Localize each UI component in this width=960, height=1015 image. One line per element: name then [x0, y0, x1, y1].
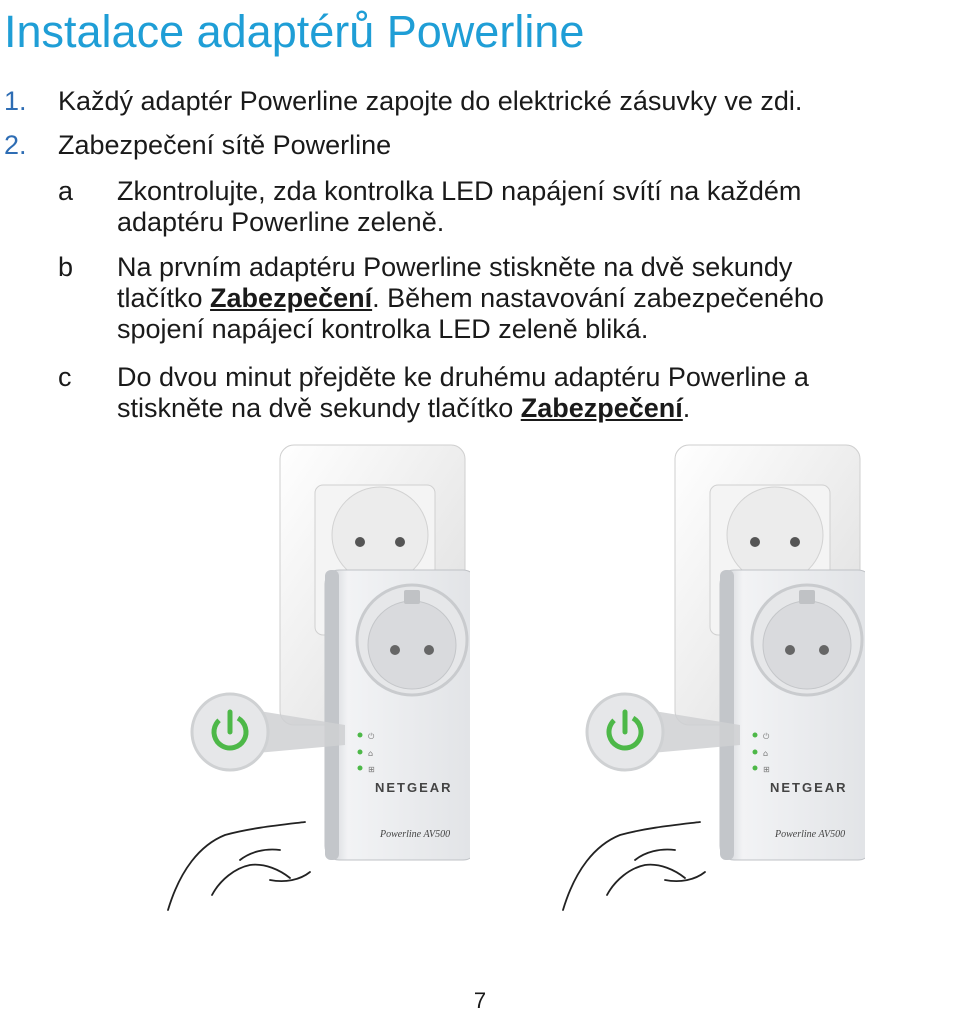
- svg-text:⊞: ⊞: [368, 765, 375, 774]
- pairing-led: [358, 750, 363, 755]
- power-led: [753, 733, 758, 738]
- pointing-hand: [168, 822, 310, 910]
- substep-text: Do dvou minut přejděte ke druhému adaptéru Powerline a stiskněte na dvě sekundy tlačítko Zabezpečení.: [117, 362, 809, 423]
- page-title: Instalace adaptérů Powerline: [4, 6, 585, 57]
- substep-letter: b: [58, 252, 74, 282]
- adapter-socket: [763, 601, 851, 689]
- model-label: Powerline AV500: [775, 829, 846, 840]
- adapter-illustration-left: [140, 440, 470, 920]
- svg-text:⏻: ⏻: [368, 732, 375, 741]
- power-led: [358, 733, 363, 738]
- wall-socket: [332, 487, 428, 583]
- substep-text: Na prvním adaptéru Powerline stiskněte na dvě sekundy tlačítko Zabezpečení. Během nastavování zabezpečeného spojení napájecí kontrolka LED zeleně bliká.: [117, 252, 824, 344]
- brand-logo: NETGEAR: [770, 780, 848, 795]
- step-text: Každý adaptér Powerline zapojte do elektrické zásuvky ve zdi.: [58, 86, 803, 116]
- svg-text:⏻: ⏻: [763, 732, 770, 741]
- step-number: 2.: [4, 130, 27, 160]
- brand-logo: NETGEAR: [375, 780, 453, 795]
- model-label: Powerline AV500: [380, 829, 451, 840]
- adapter-socket: [368, 601, 456, 689]
- ethernet-led: [358, 766, 363, 771]
- step-2: [4, 130, 391, 161]
- substep-letter: a: [58, 176, 74, 206]
- pointing-hand: [563, 822, 705, 910]
- substep-letter: c: [58, 362, 72, 392]
- ethernet-led: [753, 766, 758, 771]
- page-number: 7: [473, 988, 487, 1013]
- adapter-illustration-right: [535, 440, 865, 920]
- step-1: [4, 86, 802, 117]
- substep-text: Zkontrolujte, zda kontrolka LED napájení svítí na každém adaptéru Powerline zeleně.: [117, 176, 802, 237]
- wall-socket: [727, 487, 823, 583]
- step-number: 1.: [4, 86, 27, 116]
- security-button-name: Zabezpečení: [520, 393, 683, 423]
- pairing-led: [753, 750, 758, 755]
- svg-text:⊞: ⊞: [763, 765, 770, 774]
- security-button-name: Zabezpečení: [210, 283, 373, 313]
- step-text: Zabezpečení sítě Powerline: [58, 130, 392, 160]
- svg-text:⌂: ⌂: [368, 749, 374, 758]
- svg-text:⌂: ⌂: [763, 749, 769, 758]
